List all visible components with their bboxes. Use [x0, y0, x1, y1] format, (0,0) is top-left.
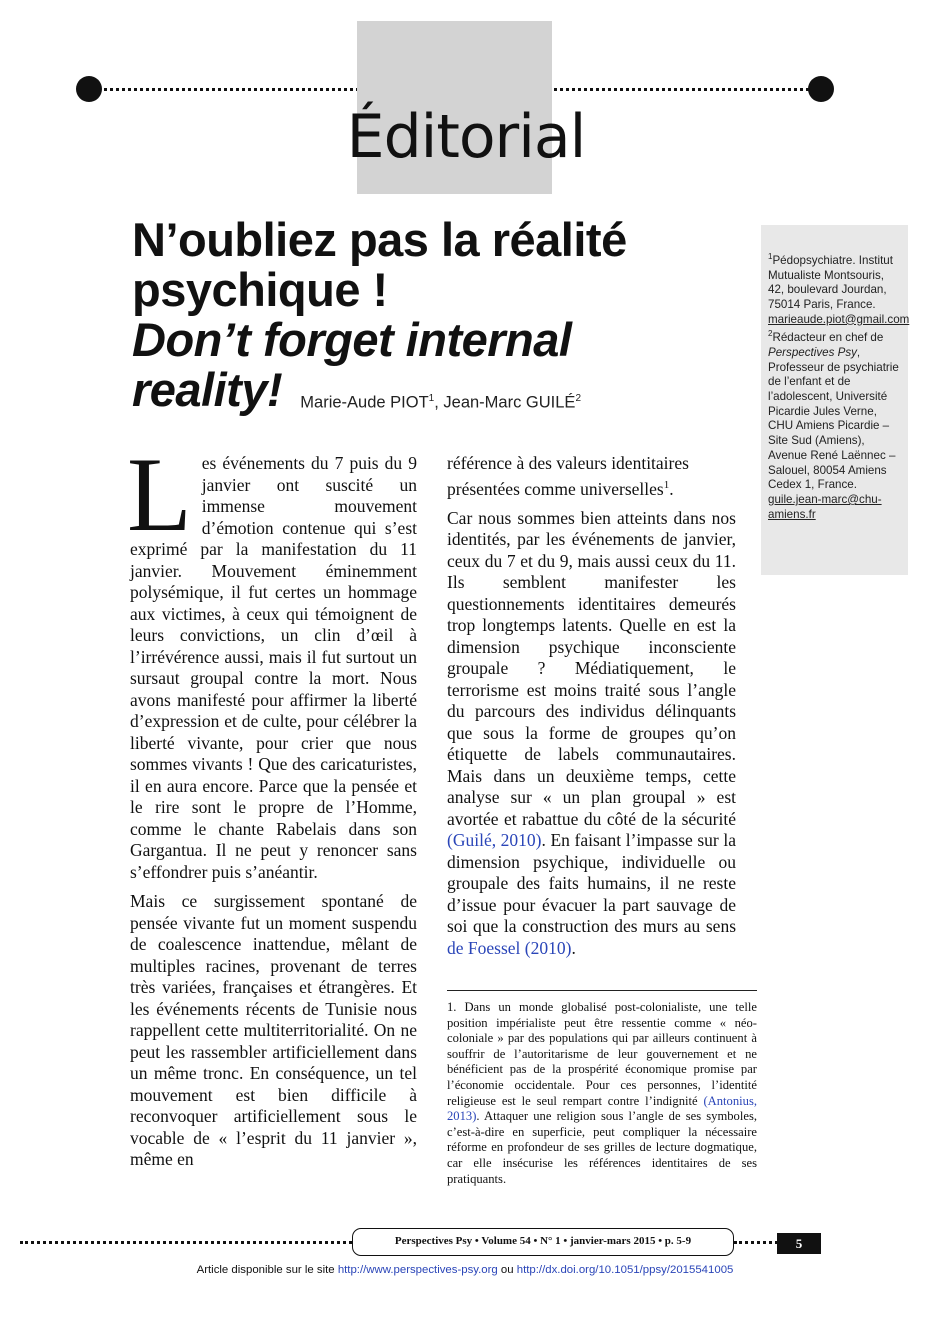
availability-line [0, 1264, 930, 1276]
section-title: Éditorial [346, 102, 586, 172]
body-column-1 [127, 436, 417, 1179]
footnote-text-a: 1. Dans un monde globalisé post-colonialiste, une telle position impérialiste peut être ressentie comme « néo-coloniale » par des populations qui par ailleurs continuent à souffrir de l’autoritarisme de leur gouvernement et ne bénéficient pas de la prospérité économique promise par l’économie occidentale. Pour ces personnes, l’identité religieuse est le seul rempart contre l’indignité [447, 1000, 757, 1108]
paragraph-1-text: es événements du 7 puis du 9 janvier ont suscité un immense mouvement d’émotion contenue qui s’est exprimé par la manifestation du 11 janvier. Mouvement éminemment polysémique, il fut certes un hommage aux victimes, à ceux qui témoignent de leurs convictions, un clin d’œil à l’irrévérence aussi, mais il fut surtout un sursaut groupal contre la mort. Nous avons manifesté pour affirmer la liberté d’expression et de culte, pour célébrer la liberté vivante, pour crier que nous sommes vivants ! Que des caricaturistes, il en aura encore. Parce que la pensée et le rire sont le propre de l’Homme, comme le chante Rabelais dans son Gargantua. Il ne peut y renoncer sans s’effondrer puis s’anéantir. [130, 453, 417, 882]
author-separator: , [434, 393, 444, 412]
paragraph-4 [447, 508, 736, 960]
footnote-rule [447, 990, 757, 991]
affiliation-2 [768, 327, 902, 522]
affiliation-1-sup: 1 [768, 252, 773, 261]
paragraph-4-a: Car nous sommes bien atteints dans nos identités, par les événements de janvier, ceux du 7 et du 9, mais aussi ceux du 11. Ils semblent manifester les questionnements identitaires demeurés trop longtemps latents. Quelle en est la dimension psychique inconsciente groupale ? Médiatiquement, le terrorisme est moins traité sous l’angle du parcours des individus délinquants que sous la forme de groupes qu’on étiquette de labels communautaires. Mais dans un deuxième temps, cette analyse sur « un plan groupal » est avortée et rabattue du côté de la sécurité [447, 507, 736, 829]
paragraph-2: Mais ce surgissement spontané de pensée vivante fut un moment suspendu de coalescence inattendue, mêlant de multiples racines, provenant de terres très variées, françaises et étrangères. Et les événements récents de Tunisie nous rappellent cette multiterritorialité. On ne peut les rassembler artificiellement dans un même tronc. En conséquence, un tel mouvement est bien difficile à reconvoquer artificiellement sous le vocable de « l’esprit du 11 janvier », même en [130, 891, 417, 1169]
author-1: Marie-Aude PIOT [300, 393, 429, 412]
title-french: N’oubliez pas la réalité psychique ! [132, 213, 627, 316]
paragraph-3-text: référence à des valeurs identitaires présentées comme universelles [447, 453, 689, 499]
affiliation-2-pre: Rédacteur en chef de [772, 331, 884, 345]
citation-guile-link[interactable]: (Guilé, 2010) [447, 830, 542, 851]
bottom-dotted-rule-right [734, 1241, 778, 1244]
email-1-link[interactable]: marieaude.piot@gmail.com [768, 312, 910, 326]
journal-site-link[interactable]: http://www.perspectives-psy.org [337, 1264, 498, 1276]
drop-cap: L [127, 436, 192, 553]
body-column-2 [447, 453, 736, 967]
affiliation-1 [768, 250, 910, 327]
journal-citation-box: Perspectives Psy • Volume 54 • N° 1 • janvier-mars 2015 • p. 5-9 [352, 1228, 734, 1256]
authors-line [132, 393, 581, 413]
doi-link[interactable]: http://dx.doi.org/10.1051/ppsy/2015541005 [516, 1264, 734, 1276]
page-number: 5 [777, 1233, 821, 1254]
affiliation-2-sup: 2 [768, 329, 773, 339]
author-2: Jean-Marc GUILÉ [443, 393, 576, 412]
email-2-link[interactable]: guile.jean-marc@chu-amiens.fr [768, 492, 882, 521]
paragraph-4-b: . En faisant l’impasse sur la dimension psychique, individuelle ou groupale des faits humains, il ne reste d’issue pour évacuer la part sauvage de soi que la construction des murs au sens [447, 830, 736, 937]
citation-antonius-link[interactable]: (Antonius, 2013) [447, 1093, 757, 1124]
citation-foessel-link[interactable]: de Foessel (2010) [447, 937, 572, 958]
bottom-dotted-rule-left [20, 1241, 352, 1244]
paragraph-3-end: . [669, 478, 674, 499]
footnote-ref-1[interactable]: 1 [663, 478, 670, 491]
availability-mid: ou [497, 1264, 517, 1276]
paragraph-4-c: . [571, 937, 576, 958]
paragraph-1 [127, 436, 417, 883]
title-english: Don’t forget internal reality! [132, 313, 572, 416]
affiliation-1-text: Pédopsychiatre. Institut Mutualiste Montsouris, 42, boulevard Jourdan, 75014 Paris, France. [768, 253, 893, 311]
author-1-sup: 1 [428, 393, 435, 404]
footnote-text-b: . Attaquer une religion sous l’angle de ses symboles, c’est-à-dire en superficie, peut compliquer la nécessaire réforme en profondeur de ses grilles de lecture dogmatique, car elle insécurise les références identitaires de ses pratiquants. [447, 1109, 757, 1186]
availability-prefix: Article disponible sur le site [196, 1264, 338, 1276]
affiliation-2-journal: Perspectives Psy [768, 345, 857, 359]
top-left-dot [76, 76, 102, 102]
author-2-sup: 2 [575, 393, 581, 404]
top-right-dot [808, 76, 834, 102]
footnote-1 [447, 1000, 757, 1187]
article-title [132, 215, 732, 415]
affiliations-sidebar [761, 225, 908, 575]
affiliation-2-post: , Professeur de psychiatrie de l’enfant et de l’adolescent, Université Picardie Jules Verne, CHU Amiens Picardie – Site Sud (Amiens), Avenue René Laënnec – Salouel, 80054 Amiens Cedex 1, France. [768, 345, 899, 492]
paragraph-3 [447, 453, 736, 500]
